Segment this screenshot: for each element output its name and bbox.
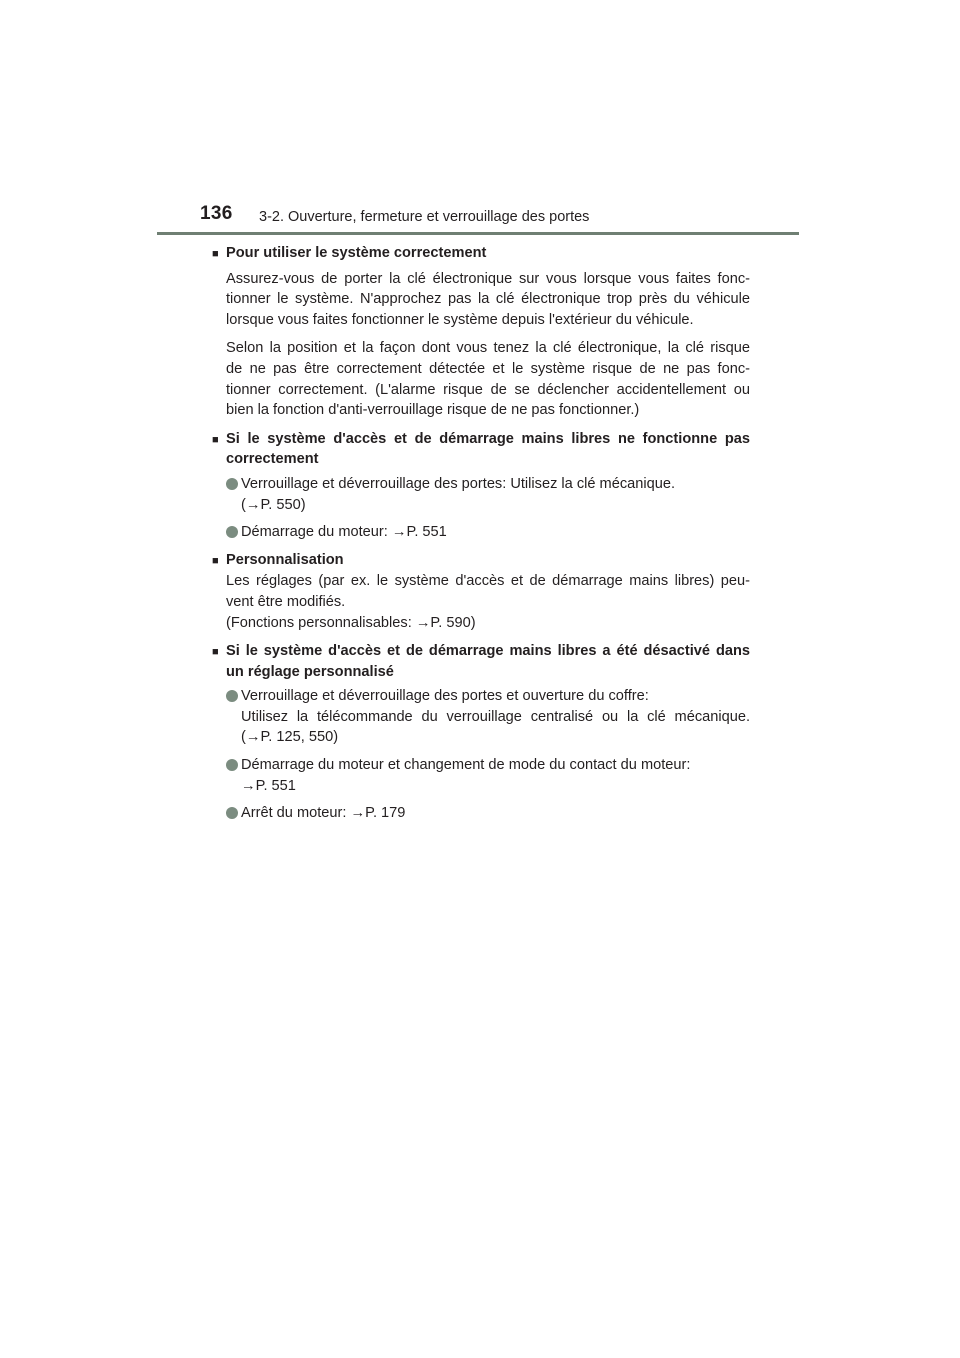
section-correct-use bbox=[212, 243, 750, 421]
text-line: Selon la position et la façon dont vous tenez la clé électronique, la clé risque bbox=[226, 340, 750, 357]
list-item bbox=[226, 474, 750, 515]
text-line: de ne pas être correctement détectée et le système risque de ne pas fonc- bbox=[226, 360, 750, 377]
square-bullet-icon: ■ bbox=[212, 433, 219, 446]
text-line: vent être modifiés. bbox=[226, 593, 346, 610]
heading-line: correctement bbox=[226, 451, 319, 468]
text-line: lorsque vous faites fonctionner le système depuis l'extérieur du véhicule. bbox=[226, 311, 694, 328]
page-number: 136 bbox=[200, 203, 233, 224]
page-reference: (→P. 550) bbox=[241, 496, 306, 513]
page-content bbox=[212, 243, 750, 831]
text-line: tionner correctement. (L'alarme risque de se déclencher accidentellement ou bbox=[226, 381, 750, 398]
text-line: Arrêt du moteur: →P. 179 bbox=[241, 805, 406, 822]
section-heading bbox=[212, 550, 750, 572]
section-title: 3-2. Ouverture, fermeture et verrouillage des portes bbox=[259, 209, 590, 225]
text-line: Verrouillage et déverrouillage des portes et ouverture du coffre: bbox=[241, 688, 649, 705]
list-item bbox=[226, 522, 750, 543]
heading-text: Pour utiliser le système correctement bbox=[226, 245, 487, 261]
round-bullet-icon bbox=[226, 526, 238, 538]
paragraph bbox=[226, 571, 750, 633]
section-heading bbox=[212, 429, 750, 470]
list-item bbox=[226, 803, 750, 824]
page-reference: (Fonctions personnalisables: →P. 590) bbox=[226, 614, 476, 631]
text-line: tionner le système. N'approchez pas la clé électronique trop près du véhicule bbox=[226, 291, 750, 308]
heading-line: Si le système d'accès et de démarrage mains libres a été désactivé dans bbox=[226, 643, 750, 660]
list-item bbox=[226, 686, 750, 748]
text-line: Assurez-vous de porter la clé électronique sur vous lorsque vous faites fonc- bbox=[226, 270, 750, 287]
section-personalisation bbox=[212, 550, 750, 633]
square-bullet-icon: ■ bbox=[212, 554, 219, 567]
round-bullet-icon bbox=[226, 478, 238, 490]
heading-text: Personnalisation bbox=[226, 551, 344, 568]
round-bullet-icon bbox=[226, 759, 238, 771]
paragraph bbox=[226, 269, 750, 331]
section-heading bbox=[212, 243, 750, 265]
list-item bbox=[226, 755, 750, 796]
heading-line: Si le système d'accès et de démarrage mains libres ne fonctionne pas bbox=[226, 430, 750, 447]
round-bullet-icon bbox=[226, 690, 238, 702]
section-disabled-setting bbox=[212, 641, 750, 824]
square-bullet-icon: ■ bbox=[212, 646, 219, 659]
paragraph bbox=[226, 338, 750, 420]
text-line: Les réglages (par ex. le système d'accès et de démarrage mains libres) peu- bbox=[226, 573, 750, 590]
round-bullet-icon bbox=[226, 807, 238, 819]
page-header bbox=[0, 0, 960, 240]
text-line: Démarrage du moteur: →P. 551 bbox=[241, 524, 447, 541]
heading-line: un réglage personnalisé bbox=[226, 663, 394, 680]
header-divider bbox=[157, 232, 799, 235]
text-line: Verrouillage et déverrouillage des portes: Utilisez la clé mécanique. bbox=[241, 475, 675, 492]
page-reference: (→P. 125, 550) bbox=[241, 729, 339, 746]
page-reference: →P. 551 bbox=[241, 777, 296, 794]
text-line: Utilisez la télécommande du verrouillage centralisé ou la clé mécanique. bbox=[241, 708, 750, 725]
text-line: Démarrage du moteur et changement de mode du contact du moteur: bbox=[241, 757, 691, 774]
square-bullet-icon: ■ bbox=[212, 248, 219, 260]
text-line: bien la fonction d'anti-verrouillage risque de ne pas fonctionner.) bbox=[226, 402, 640, 419]
section-heading bbox=[212, 641, 750, 682]
section-system-malfunction bbox=[212, 429, 750, 543]
